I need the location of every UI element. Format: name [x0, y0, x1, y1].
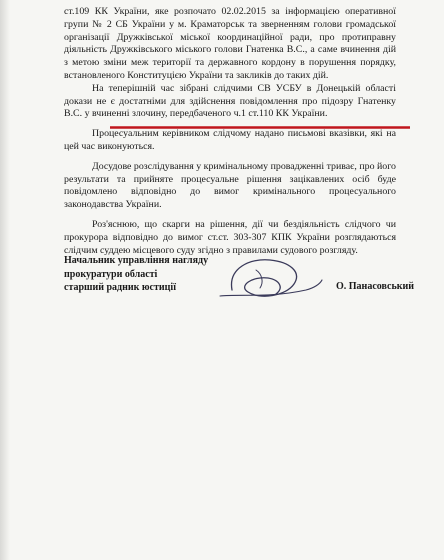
- paragraph-investigation-ongoing: Досудове розслідування у кримінальному провадженні триває, про його результати та прийняте процесуальне рішення зацікавлених осіб буде повідомлено відповідно до вимог кримінального процесуального законодавства України.: [64, 160, 396, 211]
- paragraph-evidence-status: На теперішній час зібрані слідчими СВ УСБУ в Донецькій області докази не є достатніми для здійснення повідомлення про підозру Гнатенку В.С. у вчиненні злочину, передбаченого ч.1 ст.110 КК України.: [64, 82, 396, 120]
- handwritten-signature: [210, 250, 328, 310]
- signatory-name: О. Панасовський: [336, 281, 415, 292]
- signatory-line-2: прокуратури області: [64, 268, 158, 280]
- paragraph-case-intro: ст.109 КК України, яке розпочато 02.02.2015 за інформацією оперативної групи № 2 СБ України у м. Краматорськ та зверненням голови громадської організації Дружківської міської координаційної ради, про протиправну діяльність Дружківського міського голови Гнатенка В.С., а саме вчинення дій з метою зміни меж території та державного кордону в порушення порядку, встановленого Конституцією України та закликів до таких дій.: [64, 6, 396, 81]
- signatory-line-1: Начальник управління нагляду: [64, 255, 209, 266]
- paragraph-instructions: Процесуальним керівником слідчому надано письмові вказівки, які на цей час виконуються.: [64, 128, 396, 152]
- paragraph-appeal-rights: Роз'яснюю, що скарги на рішення, дії чи бездіяльність слідчого чи прокурора відповідно до вимог ст.ст. 303-307 КПК України розглядаються слідчим суддею місцевого суду згідно з правилами судового розгляду.: [64, 218, 396, 256]
- red-underline-mark: [110, 126, 410, 129]
- scan-edge-shadow: [0, 0, 10, 560]
- signatory-line-3: старший радник юстиції: [64, 282, 176, 294]
